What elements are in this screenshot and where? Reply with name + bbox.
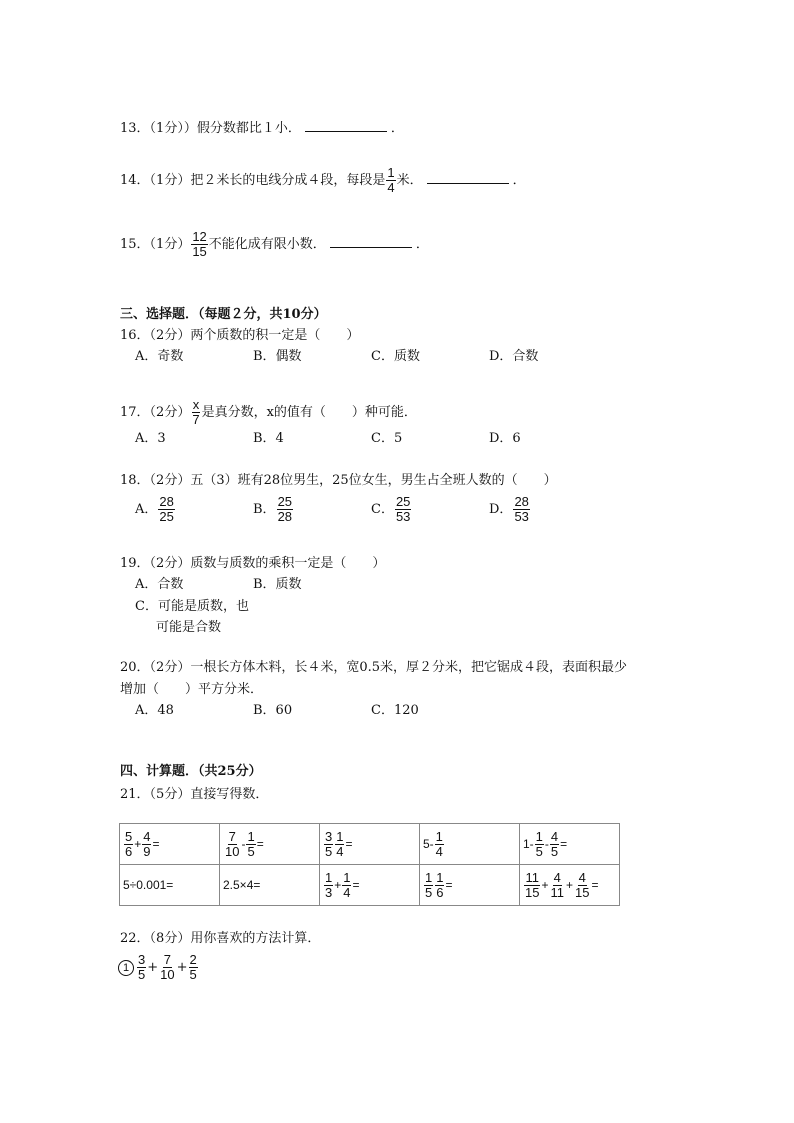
numerator: 4 [550,828,559,844]
denominator: 5 [425,884,433,900]
question-18: 18．（2分）五（3）班有28位男生，25位女生，男生占全班人数的（ ） [120,473,557,488]
q18-options [135,495,595,535]
calc-cell[interactable] [520,865,620,906]
numerator: 2 [189,952,197,967]
q16-options [135,348,595,388]
fraction [435,871,444,900]
numerator: 1 [425,869,433,885]
equals: = [256,837,264,851]
numerator: 7 [163,952,171,967]
question-13 [120,118,404,138]
fraction [158,495,174,524]
period: ． [415,237,429,252]
fraction [324,871,333,900]
denominator: 28 [277,509,293,524]
equals: = [352,878,360,892]
calc-cell[interactable] [420,865,520,906]
operator: + [147,959,159,975]
question-number: 13．（1分）） [120,121,197,136]
question-text: 把２米长的电线分成４段，每段是 [190,173,386,188]
option-b[interactable]: B．60 [253,703,293,718]
option-c[interactable]: C．质数 [371,349,420,364]
denominator: 5 [247,843,255,859]
numerator: 1 [343,869,351,885]
numerator: 4 [553,869,561,885]
numerator: x [192,397,200,412]
denominator: 4 [343,884,351,900]
question-text: 米． [396,173,423,188]
option-c[interactable]: C．120 [371,703,419,718]
fraction [574,871,590,900]
denominator: 9 [143,843,151,859]
answer-blank[interactable] [330,234,412,248]
numerator: 28 [514,494,529,509]
option-b[interactable]: B．4 [253,431,284,446]
fraction [524,871,540,900]
numerator: 25 [277,494,293,509]
option-c[interactable]: C．5 [371,431,403,446]
question-17 [120,398,417,427]
numerator: 5 [125,828,133,844]
fraction [191,398,200,427]
operand: 5- [423,837,434,851]
option-b[interactable]: B．质数 [253,577,302,592]
question-text: 是真分数，x的值有（ ）种可能． [201,405,417,420]
denominator: 5 [189,967,197,982]
option-letter: A． [135,502,158,517]
fraction [342,871,351,900]
fraction [246,830,255,859]
denominator: 5 [138,967,146,982]
option-c[interactable] [371,495,412,524]
denominator: 5 [535,843,543,859]
table-row [120,824,620,865]
fraction [550,830,559,859]
fraction [142,830,151,859]
question-number: 15．（1分） [120,237,191,252]
fraction [535,830,544,859]
option-d[interactable]: D．6 [489,431,521,446]
expression: 5÷0.001= [123,878,174,892]
circled-number: 1 [118,960,134,976]
denominator: 4 [336,843,344,859]
numerator: 3 [138,952,146,967]
answer-blank[interactable] [305,118,387,132]
operator: + [176,959,188,975]
calc-cell[interactable] [220,865,320,906]
numerator: 25 [395,494,411,509]
calc-cell[interactable] [420,824,520,865]
fraction [435,830,444,859]
option-c-continued: 可能是合数 [156,620,222,635]
q22-expression [118,953,199,982]
denominator: 4 [435,843,443,859]
denominator: 5 [325,843,333,859]
fraction [189,953,198,982]
calc-cell[interactable] [120,824,220,865]
answer-blank[interactable] [427,170,509,184]
calc-cell[interactable] [120,865,220,906]
expression: 2.5×4= [223,878,261,892]
equals: = [445,878,453,892]
question-19: 19．（2分）质数与质数的乘积一定是（ ） [120,556,386,571]
fraction [137,953,146,982]
denominator: 15 [525,884,540,900]
option-a[interactable] [135,495,176,524]
question-number: 17．（2分） [120,405,191,420]
question-text: 不能化成有限小数． [208,237,326,252]
question-22: 22．（8分）用你喜欢的方法计算． [120,931,321,946]
option-d[interactable] [489,495,531,524]
denominator: 10 [160,967,175,982]
section-3-title: 三、选择题．（每题２分，共10分） [120,307,327,322]
question-15 [120,230,429,259]
option-a[interactable]: A．3 [135,431,166,446]
period: ． [512,173,526,188]
calc-cell[interactable] [220,824,320,865]
denominator: 11 [550,884,564,900]
question-16: 16．（2分）两个质数的积一定是（ ） [120,328,360,343]
denominator: 5 [550,843,559,859]
option-a[interactable]: A．合数 [135,577,184,592]
numerator: 1 [436,869,444,885]
numerator: 1 [247,828,255,844]
calc-cell[interactable] [520,824,620,865]
numerator: 1 [325,869,333,885]
question-14 [120,166,526,195]
operator: + [565,878,573,892]
fraction [549,871,565,900]
denominator: 6 [436,884,444,900]
equals: = [560,837,568,851]
denominator: 4 [387,180,395,195]
question-20-line-1: 20．（2分）一根长方体木料，长４米，宽0.5米，厚２分米，把它锯成４段，表面积最少 [120,660,627,675]
fraction [386,166,395,195]
denominator: 7 [192,412,200,427]
fraction [159,953,175,982]
calc-cell[interactable] [320,865,420,906]
fraction [191,230,207,259]
fraction [513,495,529,524]
option-letter: B． [253,502,276,517]
denominator: 53 [395,509,411,524]
numerator: 1 [535,828,543,844]
fraction [224,830,240,859]
table-row [120,865,620,906]
denominator: 10 [225,843,240,859]
operator: + [541,878,549,892]
option-b[interactable] [253,495,294,524]
denominator: 15 [192,244,207,259]
denominator: 25 [159,509,174,524]
equals: = [345,837,353,851]
numerator: 28 [159,494,174,509]
fraction [124,830,133,859]
numerator: 11 [525,869,539,885]
operator: - [241,837,246,851]
numerator: 1 [435,828,443,844]
operator: + [334,878,342,892]
equals: = [152,837,160,851]
operand: 1- [523,837,534,851]
numerator: 4 [143,828,151,844]
fraction [277,495,293,524]
fraction [335,830,344,859]
numerator: 1 [336,828,344,844]
operator: - [544,837,549,851]
fraction [424,871,433,900]
denominator: 53 [514,509,529,524]
numerator: 12 [192,229,207,244]
section-4-title: 四、计算题．（共25分） [120,764,262,779]
period: ． [390,121,404,136]
option-letter: D． [489,502,513,517]
option-d[interactable]: D．合数 [489,349,539,364]
question-number: 14．（1分） [120,173,191,188]
fraction [395,495,411,524]
denominator: 3 [325,884,333,900]
question-20-line-2: 增加（ ）平方分米． [120,682,264,697]
denominator: 6 [125,843,133,859]
option-a[interactable]: A．奇数 [135,349,184,364]
numerator: 4 [578,869,586,885]
option-letter: C． [371,502,394,517]
q17-options [135,430,595,470]
numerator: 3 [325,828,333,844]
calc-cell[interactable] [320,824,420,865]
question-21: 21．（5分）直接写得数． [120,787,269,802]
operator: + [134,837,142,851]
numerator: 1 [387,165,395,180]
equals: = [591,878,599,892]
fraction [324,830,333,859]
question-text: 假分数都比１小． [196,121,301,136]
option-c[interactable]: C．可能是质数，也 [135,599,249,614]
option-b[interactable]: B．偶数 [253,349,302,364]
option-a[interactable]: A．48 [135,703,174,718]
calc-table [119,823,620,906]
denominator: 15 [575,884,590,900]
numerator: 7 [228,828,236,844]
